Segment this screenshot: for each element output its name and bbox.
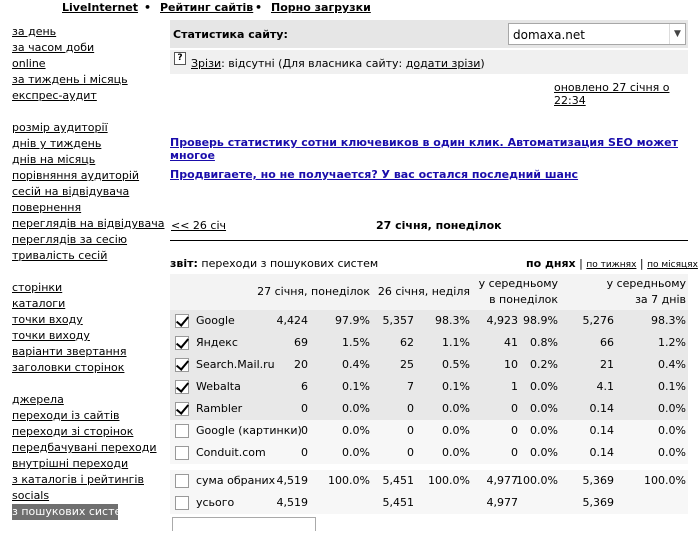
current-date: 27 січня, понеділок bbox=[376, 219, 502, 232]
liveinternet-link[interactable]: LiveInternet bbox=[62, 1, 139, 14]
table-row bbox=[170, 442, 688, 464]
row-value: 0.0% bbox=[342, 402, 370, 415]
row-value: 1 bbox=[511, 380, 518, 393]
help-icon[interactable]: ? bbox=[174, 52, 186, 65]
row-label: усього bbox=[196, 496, 235, 509]
header-col-avg-monday-2: в понеділок bbox=[489, 293, 558, 306]
row-value: 4,519 bbox=[276, 474, 308, 487]
table-row bbox=[170, 310, 688, 332]
row-value: 10 bbox=[504, 358, 518, 371]
row-value: 0.5% bbox=[442, 358, 470, 371]
row-value: 1.1% bbox=[442, 336, 470, 349]
row-value: 1.5% bbox=[342, 336, 370, 349]
row-value: 5,369 bbox=[582, 474, 614, 487]
row-value: 66 bbox=[600, 336, 614, 349]
header-col-today: 27 січня, понеділок bbox=[257, 285, 370, 298]
row-value: 100.0% bbox=[428, 474, 470, 487]
row-value: 5,451 bbox=[382, 474, 414, 487]
row-value: 0.8% bbox=[530, 336, 558, 349]
site-select-value: domaxa.net bbox=[513, 28, 585, 42]
sidebar-item[interactable]: порівняння аудиторій bbox=[12, 169, 140, 182]
porno-link[interactable]: Порно загрузки bbox=[271, 1, 371, 14]
row-value: 100.0% bbox=[644, 474, 686, 487]
sidebar-item[interactable]: точки входу bbox=[12, 313, 83, 326]
row-value: 0.4% bbox=[658, 358, 686, 371]
row-value: 98.9% bbox=[523, 314, 558, 327]
sidebar-item[interactable]: переглядів на відвідувача bbox=[12, 217, 165, 230]
sidebar-group bbox=[12, 392, 162, 520]
sidebar-item[interactable]: online bbox=[12, 57, 46, 70]
row-value: 5,276 bbox=[582, 314, 614, 327]
sidebar-item[interactable]: внутрішні переходи bbox=[12, 457, 129, 470]
row-value: 98.3% bbox=[651, 314, 686, 327]
period-modes: по днях | по тижнях | по місяцях bbox=[526, 257, 698, 270]
sidebar-item[interactable]: з каталогів і рейтингів bbox=[12, 473, 144, 486]
table-row bbox=[170, 354, 688, 376]
row-value: 21 bbox=[600, 358, 614, 371]
total-row bbox=[170, 470, 688, 492]
divider bbox=[170, 240, 688, 241]
header-col-yesterday: 26 січня, неділя bbox=[377, 285, 470, 298]
row-value: 100.0% bbox=[328, 474, 370, 487]
row-value: 0.14 bbox=[589, 402, 614, 415]
row-value: 0 bbox=[407, 424, 414, 437]
row-value: 0.14 bbox=[589, 424, 614, 437]
row-value: 4,977 bbox=[486, 474, 518, 487]
sidebar-item[interactable]: днів на місяць bbox=[12, 153, 96, 166]
row-label: Rambler bbox=[196, 402, 243, 415]
row-value: 0 bbox=[511, 446, 518, 459]
row-value: 0.0% bbox=[342, 424, 370, 437]
table-row bbox=[170, 420, 688, 442]
sidebar-item[interactable]: каталоги bbox=[12, 297, 66, 310]
table-row bbox=[170, 376, 688, 398]
row-value: 5,357 bbox=[382, 314, 414, 327]
row-value: 0 bbox=[301, 446, 308, 459]
sidebar-group bbox=[12, 280, 162, 376]
updated-link[interactable]: оновлено 27 січня о 22:34 bbox=[554, 81, 670, 107]
prev-day-link[interactable]: << 26 січ bbox=[171, 219, 227, 232]
row-value: 4.1 bbox=[596, 380, 614, 393]
row-value: 0.2% bbox=[530, 358, 558, 371]
sidebar-item[interactable]: передбачувані переходи bbox=[12, 441, 157, 454]
sidebar-item[interactable]: переходи із сайтів bbox=[12, 409, 120, 422]
row-checkbox[interactable] bbox=[175, 314, 189, 328]
header-col-avg-week-1: у середньому bbox=[606, 277, 686, 290]
row-value: 0.0% bbox=[530, 402, 558, 415]
stats-table bbox=[170, 274, 688, 514]
row-value: 0.0% bbox=[658, 424, 686, 437]
report-title: звіт: переходи з пошукових систем bbox=[170, 257, 379, 270]
sidebar-item[interactable]: днів у тиждень bbox=[12, 137, 102, 150]
sidebar-item[interactable]: варіанти звертання bbox=[12, 345, 127, 358]
sidebar-group bbox=[12, 24, 162, 104]
row-value: 1.2% bbox=[658, 336, 686, 349]
row-checkbox[interactable] bbox=[175, 358, 189, 372]
row-value: 0.0% bbox=[442, 402, 470, 415]
chevron-down-icon[interactable]: ▼ bbox=[669, 24, 685, 44]
sidebar-item[interactable]: сесій на відвідувача bbox=[12, 185, 130, 198]
add-slices-link[interactable]: додати зрізи bbox=[405, 57, 481, 70]
row-checkbox[interactable] bbox=[175, 380, 189, 394]
row-value: 0 bbox=[407, 446, 414, 459]
row-label: Google (картинки) bbox=[196, 424, 302, 437]
sidebar-item[interactable]: точки виходу bbox=[12, 329, 90, 342]
row-value: 5,451 bbox=[382, 496, 414, 509]
table-header bbox=[170, 274, 688, 310]
row-value: 0.0% bbox=[658, 402, 686, 415]
row-value: 97.9% bbox=[335, 314, 370, 327]
row-value: 4,424 bbox=[276, 314, 308, 327]
row-value: 0 bbox=[301, 424, 308, 437]
bottom-button[interactable] bbox=[172, 517, 316, 531]
sidebar-item[interactable]: за тиждень і місяць bbox=[12, 73, 128, 86]
row-value: 69 bbox=[294, 336, 308, 349]
sidebar-item[interactable]: експрес-аудит bbox=[12, 89, 97, 102]
sidebar-group bbox=[12, 120, 165, 264]
row-value: 7 bbox=[407, 380, 414, 393]
sidebar-item[interactable]: переходи зі сторінок bbox=[12, 425, 134, 438]
row-checkbox[interactable] bbox=[175, 496, 189, 510]
site-select[interactable] bbox=[508, 23, 686, 45]
row-checkbox[interactable] bbox=[175, 446, 189, 460]
sidebar-item[interactable]: тривалість сесій bbox=[12, 249, 108, 262]
row-value: 0.0% bbox=[658, 446, 686, 459]
row-label: Search.Mail.ru bbox=[196, 358, 275, 371]
row-value: 4,977 bbox=[486, 496, 518, 509]
row-value: 0.4% bbox=[342, 358, 370, 371]
sidebar-item[interactable]: socials bbox=[12, 489, 50, 502]
sidebar-item[interactable]: переглядів за сесію bbox=[12, 233, 128, 246]
row-checkbox[interactable] bbox=[175, 424, 189, 438]
header-col-avg-week-2: за 7 днів bbox=[635, 293, 686, 306]
row-value: 0 bbox=[407, 402, 414, 415]
mode-days[interactable]: по днях bbox=[526, 257, 576, 270]
sidebar bbox=[12, 24, 165, 536]
sidebar-item[interactable]: розмір аудиторії bbox=[12, 121, 108, 134]
row-label: Webalta bbox=[196, 380, 241, 393]
row-value: 0.0% bbox=[530, 424, 558, 437]
row-value: 0.0% bbox=[442, 446, 470, 459]
slices-link[interactable]: Зрізи bbox=[191, 57, 222, 70]
row-value: 0 bbox=[511, 402, 518, 415]
row-value: 0.1% bbox=[658, 380, 686, 393]
row-label: Conduit.com bbox=[196, 446, 266, 459]
row-value: 0.0% bbox=[442, 424, 470, 437]
slices-text: Зрізи: відсутні (Для власника сайту: додати зрізи) bbox=[191, 57, 485, 70]
promo-link-seo[interactable]: Проверь статистику сотни ключевиков в один клик. Автоматизация SEO может многое bbox=[170, 136, 678, 162]
table-body bbox=[170, 310, 688, 514]
table-row bbox=[170, 332, 688, 354]
total-row bbox=[170, 492, 688, 514]
row-value: 4,923 bbox=[486, 314, 518, 327]
header-col-avg-monday-1: у середньому bbox=[478, 277, 558, 290]
row-value: 5,369 bbox=[582, 496, 614, 509]
sidebar-item[interactable]: за день bbox=[12, 25, 57, 38]
sidebar-item[interactable]: повернення bbox=[12, 201, 82, 214]
row-value: 98.3% bbox=[435, 314, 470, 327]
row-value: 6 bbox=[301, 380, 308, 393]
mode-months[interactable]: по місяцях bbox=[647, 260, 698, 270]
row-value: 41 bbox=[504, 336, 518, 349]
promo-link-last-chance[interactable]: Продвигаете, но не получается? У вас остался последний шанс bbox=[170, 168, 579, 181]
row-value: 0.1% bbox=[442, 380, 470, 393]
row-value: 0.0% bbox=[530, 446, 558, 459]
sidebar-item[interactable]: за часом доби bbox=[12, 41, 95, 54]
sidebar-item[interactable]: сторінки bbox=[12, 281, 63, 294]
row-value: 4,519 bbox=[276, 496, 308, 509]
table-row bbox=[170, 398, 688, 420]
row-label: Google bbox=[196, 314, 235, 327]
row-value: 20 bbox=[294, 358, 308, 371]
site-stat-bar bbox=[170, 20, 688, 48]
slices-bar bbox=[170, 50, 688, 74]
row-label: Яндекс bbox=[196, 336, 238, 349]
sidebar-item[interactable]: джерела bbox=[12, 393, 64, 406]
row-value: 0 bbox=[301, 402, 308, 415]
top-navigation bbox=[0, 0, 688, 16]
site-stat-label: Статистика сайту: bbox=[173, 28, 288, 41]
row-value: 25 bbox=[400, 358, 414, 371]
sidebar-item[interactable]: заголовки сторінок bbox=[12, 361, 125, 374]
row-checkbox[interactable] bbox=[175, 474, 189, 488]
rating-link[interactable]: Рейтинг сайтів bbox=[160, 1, 254, 14]
row-value: 100.0% bbox=[516, 474, 558, 487]
row-value: 0.1% bbox=[342, 380, 370, 393]
nav-separator: • bbox=[144, 1, 152, 14]
row-value: 0.14 bbox=[589, 446, 614, 459]
sidebar-item[interactable]: з пошукових систем bbox=[12, 505, 130, 518]
row-value: 0.0% bbox=[342, 446, 370, 459]
nav-separator: • bbox=[255, 1, 263, 14]
row-value: 62 bbox=[400, 336, 414, 349]
row-label: сума обраних bbox=[196, 474, 276, 487]
row-value: 0.0% bbox=[530, 380, 558, 393]
row-checkbox[interactable] bbox=[175, 336, 189, 350]
row-value: 0 bbox=[511, 424, 518, 437]
mode-weeks[interactable]: по тижнях bbox=[586, 260, 637, 270]
row-checkbox[interactable] bbox=[175, 402, 189, 416]
